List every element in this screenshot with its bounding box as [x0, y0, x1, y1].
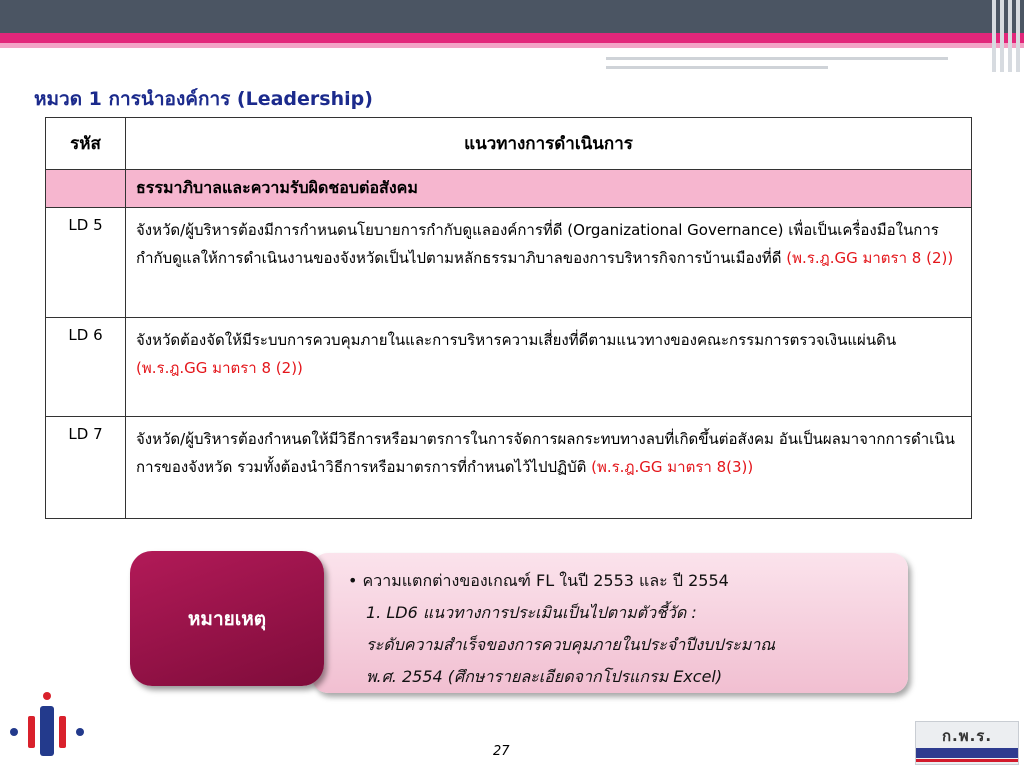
accent-line: [606, 57, 948, 60]
note-label: หมายเหตุ: [130, 551, 324, 686]
row-reference: (พ.ร.ฎ.GG มาตรา 8 (2)): [136, 359, 303, 377]
accent-line: [606, 66, 828, 69]
page-title: หมวด 1 การนำองค์การ (Leadership): [34, 88, 373, 110]
row-text: จังหวัด/ผู้บริหารต้องกำหนดให้มีวิธีการหรือมาตรการในการจัดการผลกระทบทางลบที่เกิดขึ้นต่อสังคม อันเป็นผลมาจากการดำเนินการของจังหวัด รวมทั้งต้องนำวิธีการหรือมาตรการที่กำหนดไว้ไปปฏิบัติ: [136, 430, 955, 476]
page-number: 27: [493, 744, 510, 759]
logo-band: [916, 748, 1018, 758]
top-banner: [0, 0, 1024, 33]
row-description: [126, 417, 972, 519]
group-title: ธรรมาภิบาลและความรับผิดชอบต่อสังคม: [126, 170, 972, 208]
banner-decoration: [990, 0, 1024, 72]
opdc-logo: [915, 721, 1019, 765]
group-row: [46, 170, 972, 208]
row-text: จังหวัด/ผู้บริหารต้องมีการกำหนดนโยบายการกำกับดูแลองค์การที่ดี (Organizational Governance) เพื่อเป็นเครื่องมือในการกำกับดูแลให้การดำเนินงานของจังหวัดเป็นไปตามหลักธรรมาภิบาลของการบริหารกิจการบ้านเมืองที่ดี: [136, 221, 939, 267]
note-content: [348, 565, 903, 693]
table-header-row: [46, 118, 972, 170]
logo-text: ก.พ.ร.: [941, 727, 993, 745]
note-line: ระดับความสำเร็จของการควบคุมภายในประจำปีงบประมาณ: [366, 635, 776, 654]
table-row: [46, 318, 972, 417]
row-reference: (พ.ร.ฎ.GG มาตรา 8 (2)): [786, 249, 954, 267]
table-row: [46, 208, 972, 318]
group-code-cell: [46, 170, 126, 208]
guideline-table: [45, 117, 972, 519]
row-code: LD 7: [46, 417, 126, 519]
row-code: LD 6: [46, 318, 126, 417]
row-description: [126, 318, 972, 417]
row-code: LD 5: [46, 208, 126, 318]
header-guideline: แนวทางการดำเนินการ: [126, 118, 972, 170]
note-line: 1. LD6 แนวทางการประเมินเป็นไปตามตัวชี้วัด :: [366, 603, 697, 622]
row-reference: (พ.ร.ฎ.GG มาตรา 8(3)): [591, 458, 754, 476]
logo-stripe: [916, 759, 1018, 762]
row-description: [126, 208, 972, 318]
organization-logo-icon: [2, 688, 92, 768]
top-pink-thin-stripe: [0, 43, 1024, 48]
note-bullet: • ความแตกต่างของเกณฑ์ FL ในปี 2553 และ ปี 2554: [348, 571, 729, 590]
row-text: จังหวัดต้องจัดให้มีระบบการควบคุมภายในและการบริหารความเสี่ยงที่ดีตามแนวทางของคณะกรรมการตรวจเงินแผ่นดิน: [136, 331, 897, 349]
note-line: พ.ศ. 2554 (ศึกษารายละเอียดจากโปรแกรม Excel): [366, 667, 723, 686]
table-row: [46, 417, 972, 519]
top-pink-stripe: [0, 33, 1024, 43]
header-code: รหัส: [46, 118, 126, 170]
